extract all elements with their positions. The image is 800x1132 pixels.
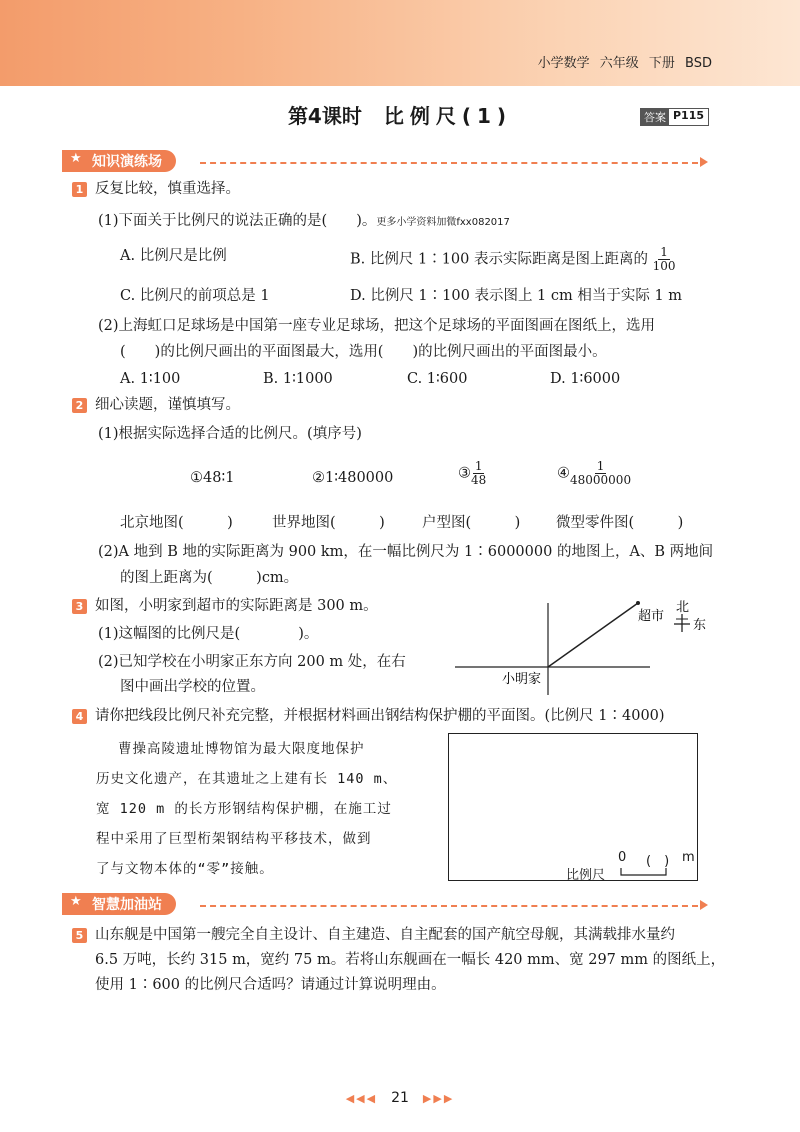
scale-option-3 xyxy=(458,460,486,487)
map-type-item: 户型图( ) xyxy=(422,515,521,531)
q1-part2-option: A. 1∶100 xyxy=(120,371,181,387)
grade: 六年级 xyxy=(599,56,639,71)
arrows-left-icon: ◀◀◀ xyxy=(345,1092,378,1105)
q2-part2-line1: (2)A 地到 B 地的实际距离为 900 km，在一幅比例尺为 1∶6000000 的地图上，A、B 两地间 xyxy=(98,544,714,560)
section-title-challenge: ★ 智慧加油站 xyxy=(62,893,176,915)
q1-part1 xyxy=(98,211,510,233)
answer-label: 答案 xyxy=(641,109,669,125)
question-number: 2 xyxy=(72,398,87,413)
q3-part2-line1: (2)已知学校在小明家正东方向 200 m 处，在右 xyxy=(98,654,406,670)
q5-line1: 山东舰是中国第一艘完全自主设计、自主建造、自主配套的国产航空母舰，其满载排水量约 xyxy=(95,927,675,943)
fraction xyxy=(471,460,486,487)
east-label: 东 xyxy=(693,618,707,633)
q2-part1: (1)根据实际选择合适的比例尺。(填序号) xyxy=(98,426,362,442)
path-home-to-market xyxy=(548,603,638,667)
map-type-item: 微型零件图( ) xyxy=(556,515,684,531)
answer-reference xyxy=(640,108,709,126)
watermark: 更多小学资料加微fxx082017 xyxy=(376,217,510,228)
scale-zero: 0 xyxy=(618,850,627,865)
question-number: 3 xyxy=(72,599,87,614)
q1-stem: 反复比较，慎重选择。 xyxy=(95,181,240,197)
material-line: 了与文物本体的“零”接触。 xyxy=(96,861,274,877)
edition: BSD xyxy=(685,56,712,71)
section-title-practice: ★ 知识演练场 xyxy=(62,150,176,172)
section-divider xyxy=(200,905,698,907)
numerator: 1 xyxy=(474,459,483,473)
section-divider xyxy=(200,162,698,164)
question-number: 5 xyxy=(72,928,87,943)
question-number: 1 xyxy=(72,182,87,197)
q4-material xyxy=(96,734,430,884)
lesson-topic: 比例尺(1) xyxy=(383,104,513,128)
q1-part2-option: B. 1∶1000 xyxy=(263,371,333,387)
section-banner-practice xyxy=(62,150,176,172)
scale-option-1: ①48∶1 xyxy=(190,470,235,486)
q1-option-b-text: B. 比例尺 1∶100 表示实际距离是图上距离的 xyxy=(350,251,648,268)
q1-part2-line2: ( )的比例尺画出的平面图最大，选用( )的比例尺画出的平面图最小。 xyxy=(120,344,607,360)
scale-bar xyxy=(620,867,668,877)
fraction xyxy=(653,246,676,273)
scale-label: 比例尺 xyxy=(566,868,606,883)
map-type-item: 世界地图( ) xyxy=(272,515,385,531)
arrow-right-icon xyxy=(700,157,708,167)
page-number: 21 xyxy=(391,1090,409,1106)
home-label: 小明家 xyxy=(502,672,542,687)
scale-blank[interactable]: ( ) xyxy=(646,854,670,869)
numerator: 1 xyxy=(596,459,605,473)
q2-stem: 细心读题，谨慎填写。 xyxy=(95,397,240,413)
book-info xyxy=(538,52,712,71)
market-point xyxy=(636,601,640,605)
material-line: 程中采用了巨型桁架钢结构平移技术，做到 xyxy=(96,831,372,847)
denominator: 48 xyxy=(471,473,487,487)
denominator: 100 xyxy=(652,259,676,273)
q3-part2-line2: 图中画出学校的位置。 xyxy=(120,679,265,695)
material-line: 宽 120 m 的长方形钢结构保护棚，在施工过 xyxy=(96,801,392,817)
denominator: 48000000 xyxy=(570,473,632,487)
q5-line2: 6.5 万吨，长约 315 m，宽约 75 m。若将山东舰画在一幅长 420 mm、宽 297 mm 的图纸上， xyxy=(95,952,726,968)
header-band xyxy=(0,0,800,86)
scale-unit: m xyxy=(682,850,695,865)
q1-part2-line1: (2)上海虹口足球场是中国第一座专业足球场，把这个足球场的平面图画在图纸上，选用 xyxy=(98,318,656,334)
map-type-item: 北京地图( ) xyxy=(120,515,233,531)
page-footer xyxy=(0,1090,800,1106)
q1-option-a: A. 比例尺是比例 xyxy=(120,248,227,264)
scale-option-4-marker: ④ xyxy=(557,465,570,482)
compass-icon xyxy=(674,614,690,632)
q4-stem: 请你把线段比例尺补充完整，并根据材料画出钢结构保护棚的平面图。(比例尺 1∶4000) xyxy=(95,708,665,724)
market-label: 超市 xyxy=(638,609,665,624)
q2-part2-line2: 的图上距离为( )cm。 xyxy=(120,570,299,586)
q3-stem: 如图，小明家到超市的实际距离是 300 m。 xyxy=(95,598,378,614)
q1-part1-text: (1)下面关于比例尺的说法正确的是( )。 xyxy=(98,213,377,229)
arrows-right-icon: ▶▶▶ xyxy=(422,1092,455,1105)
question-number: 4 xyxy=(72,709,87,724)
lesson-number: 第4课时 xyxy=(287,104,362,128)
location-diagram xyxy=(450,595,720,700)
q1-part2-option: C. 1∶600 xyxy=(407,371,468,387)
term: 下册 xyxy=(648,56,675,71)
q3-part1: (1)这幅图的比例尺是( )。 xyxy=(98,626,319,642)
scale-option-3-marker: ③ xyxy=(458,465,471,482)
q1-part2-option: D. 1∶6000 xyxy=(550,371,621,387)
numerator: 1 xyxy=(660,245,668,259)
q5-line3: 使用 1∶600 的比例尺合适吗？请通过计算说明理由。 xyxy=(95,977,446,993)
arrow-right-icon xyxy=(700,900,708,910)
scale-option-2: ②1∶480000 xyxy=(312,470,394,486)
q1-option-b xyxy=(350,246,676,273)
north-label: 北 xyxy=(676,600,690,615)
section-banner-challenge xyxy=(62,893,176,915)
q1-option-d: D. 比例尺 1∶100 表示图上 1 cm 相当于实际 1 m xyxy=(350,288,683,304)
scale-option-4 xyxy=(557,460,631,487)
q1-option-c: C. 比例尺的前项总是 1 xyxy=(120,288,270,304)
answer-page: P115 xyxy=(673,109,705,122)
fraction xyxy=(570,460,631,487)
material-line: 曹操高陵遗址博物馆为最大限度地保护 xyxy=(118,741,365,757)
material-line: 历史文化遗产，在其遗址之上建有长 140 m、 xyxy=(96,771,398,787)
subject: 小学数学 xyxy=(537,56,590,71)
